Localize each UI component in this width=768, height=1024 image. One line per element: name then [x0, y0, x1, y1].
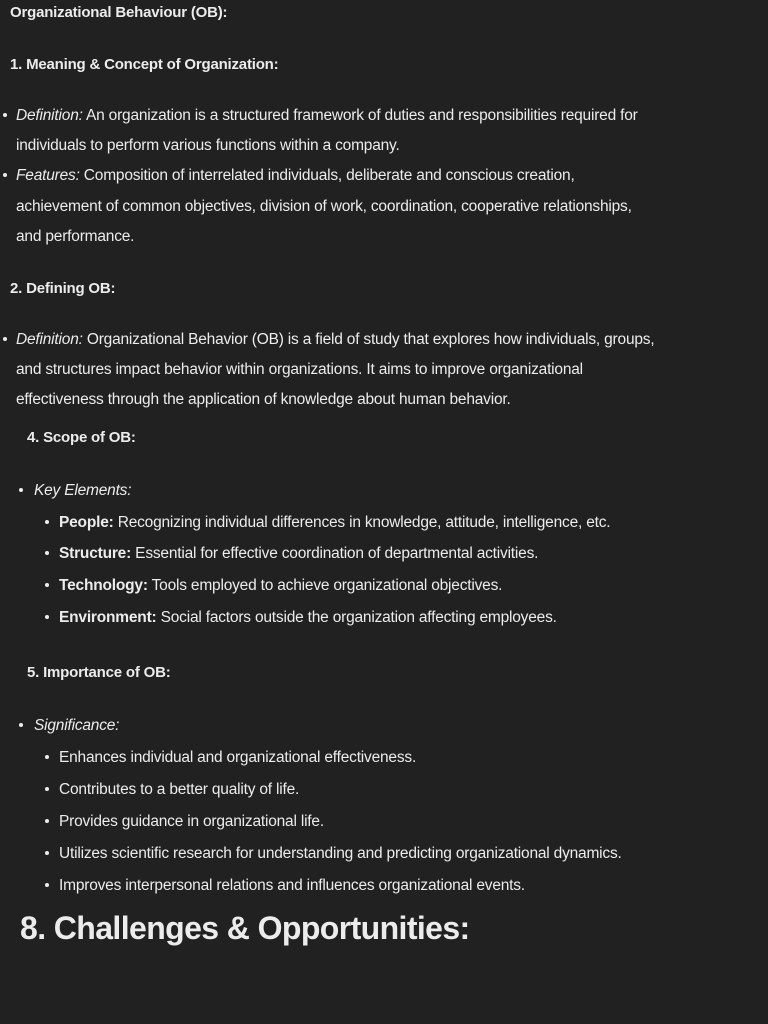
s5-significance-label: Significance:: [34, 717, 120, 734]
s1-features-line3: and performance.: [16, 228, 135, 245]
s5-item: Utilizes scientific research for understanding and predicting organizational dynamics.: [59, 845, 622, 862]
section-4-heading: 4. Scope of OB:: [27, 429, 136, 446]
bullet: [19, 488, 23, 492]
s4-key-elements-label: Key Elements:: [34, 482, 132, 499]
s1-features-line1: [16, 167, 575, 185]
s2-definition-line1: [16, 331, 654, 349]
bullet: [45, 615, 49, 619]
s4-item-structure: [59, 545, 538, 563]
s1-definition-line2: individuals to perform various functions within a company.: [16, 137, 400, 154]
bullet: [45, 883, 49, 887]
s4-item-text: Social factors outside the organization affecting employees.: [156, 609, 557, 626]
bullet: [45, 819, 49, 823]
bullet: [45, 551, 49, 555]
s4-item-text: Recognizing individual differences in knowledge, attitude, intelligence, etc.: [113, 514, 611, 531]
section-5-heading: 5. Importance of OB:: [27, 664, 171, 681]
s5-item: Contributes to a better quality of life.: [59, 781, 300, 798]
s4-item-technology: [59, 577, 502, 595]
s2-definition-line2: and structures impact behavior within organizations. It aims to improve organizational: [16, 361, 583, 378]
s5-item: Improves interpersonal relations and influences organizational events.: [59, 877, 525, 894]
bullet: [3, 337, 7, 341]
page-title: Organizational Behaviour (OB):: [10, 4, 228, 21]
s1-definition-text: An organization is a structured framework of duties and responsibilities required for: [82, 107, 638, 124]
bullet: [45, 787, 49, 791]
s1-features-text: Composition of interrelated individuals, deliberate and conscious creation,: [79, 167, 575, 184]
bullet: [45, 520, 49, 524]
s4-item-label: Environment:: [59, 609, 157, 626]
s2-definition-text: Organizational Behavior (OB) is a field of study that explores how individuals, groups,: [82, 331, 655, 348]
bullet: [45, 755, 49, 759]
bullet: [45, 583, 49, 587]
s1-definition-line1: [16, 107, 638, 125]
section-1-heading: 1. Meaning & Concept of Organization:: [10, 56, 279, 73]
s1-definition-label: Definition:: [16, 107, 83, 124]
s4-item-text: Tools employed to achieve organizational objectives.: [147, 577, 503, 594]
s1-features-line2: achievement of common objectives, division of work, coordination, cooperative relationships,: [16, 198, 632, 215]
s4-item-people: [59, 514, 610, 532]
s4-item-label: Structure:: [59, 545, 132, 562]
s2-definition-label: Definition:: [16, 331, 83, 348]
bullet: [3, 113, 7, 117]
s2-definition-line3: effectiveness through the application of knowledge about human behavior.: [16, 391, 511, 408]
s4-item-text: Essential for effective coordination of departmental activities.: [131, 545, 539, 562]
bullet: [19, 723, 23, 727]
bullet: [45, 851, 49, 855]
section-2-heading: 2. Defining OB:: [10, 280, 116, 297]
bullet: [3, 173, 7, 177]
s4-item-label: People:: [59, 514, 114, 531]
section-8-heading: 8. Challenges & Opportunities:: [20, 910, 470, 946]
s5-item: Provides guidance in organizational life.: [59, 813, 324, 830]
s1-features-label: Features:: [16, 167, 80, 184]
s4-item-label: Technology:: [59, 577, 148, 594]
s5-item: Enhances individual and organizational effectiveness.: [59, 749, 417, 766]
s4-item-environment: [59, 609, 557, 627]
